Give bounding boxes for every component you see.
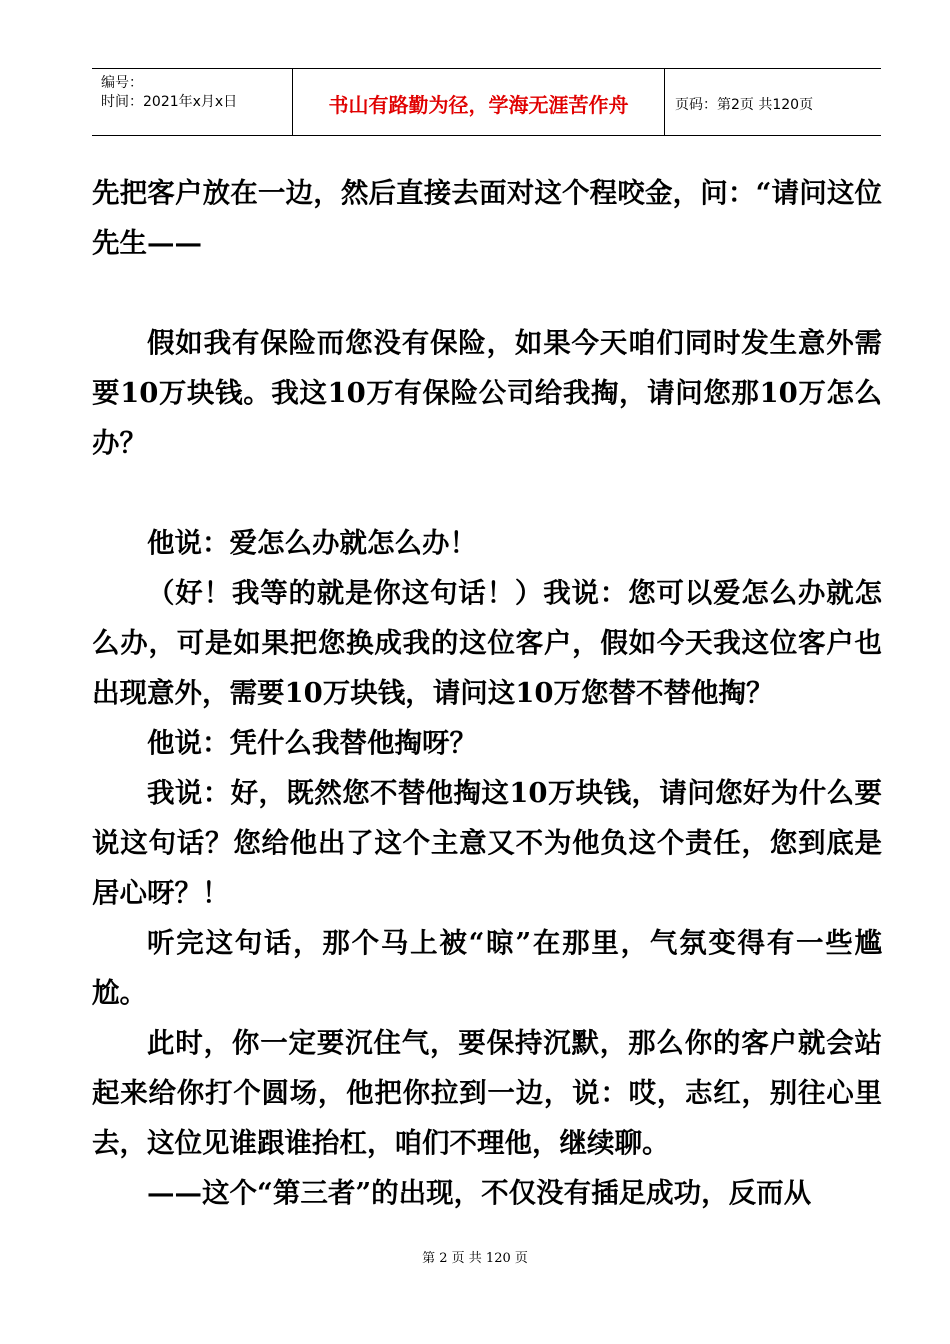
- page-footer: 第 2 页 共 120 页: [422, 1251, 528, 1266]
- paragraph-gap: [92, 468, 882, 518]
- time-label: 时间：2021年x月x日: [101, 94, 238, 110]
- header-motto-cell: [293, 69, 665, 135]
- paragraph: 我说：好，既然您不替他掏这10万块钱，请问您好为什么要说这句话？您给他出了这个主意又不为他负这个责任，您到底是居心呀？！: [92, 777, 882, 909]
- header-meta-cell: [92, 69, 293, 135]
- paragraph: 他说：爱怎么办就怎么办！: [147, 527, 477, 559]
- paragraph: （好！我等的就是你这句话！）我说：您可以爱怎么办就怎么办，可是如果把您换成我的这位客户，假如今天我这位客户也出现意外，需要10万块钱，请问这10万您替不替他掏？: [92, 577, 882, 709]
- paragraph: 假如我有保险而您没有保险，如果今天咱们同时发生意外需要10万块钱。我这10万有保险公司给我掏，请问您那10万怎么办？: [92, 327, 882, 459]
- header-page-cell: [665, 69, 881, 135]
- number-label: 编号：: [101, 75, 143, 91]
- paragraph: 他说：凭什么我替他掏呀？: [147, 727, 477, 759]
- header-page-label: 页码：第2页 共120页: [675, 97, 814, 113]
- document-body: [92, 168, 882, 1218]
- paragraph-gap: [92, 268, 882, 318]
- paragraph: ——这个“第三者”的出现，不仅没有插足成功，反而从: [147, 1177, 812, 1209]
- paragraph: 此时，你一定要沉住气，要保持沉默，那么你的客户就会站起来给你打个圆场，他把你拉到一边，说：哎，志红，别往心里去，这位见谁跟谁抬杠，咱们不理他，继续聊。: [92, 1027, 882, 1159]
- page-header: [92, 68, 881, 136]
- paragraph: 听完这句话，那个马上被“晾”在那里，气氛变得有一些尴尬。: [92, 927, 882, 1009]
- paragraph: 先把客户放在一边，然后直接去面对这个程咬金，问：“请问这位先生——: [92, 177, 882, 259]
- motto-text: 书山有路勤为径，学海无涯苦作舟: [328, 93, 629, 117]
